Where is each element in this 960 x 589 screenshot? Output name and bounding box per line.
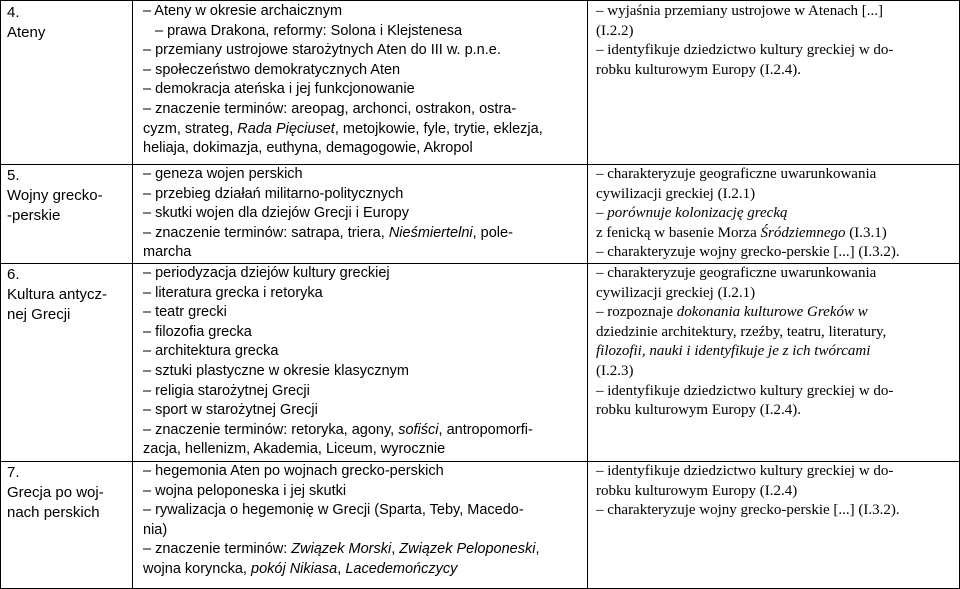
text: – znaczenie terminów: retoryka, agony, [143, 421, 399, 438]
section-number: 6. [7, 266, 20, 283]
section-number: 5. [7, 167, 20, 184]
text: , metojkowie, fyle, trytie, eklezja, [334, 120, 543, 137]
text: , [391, 541, 400, 558]
list-item: – społeczeństwo demokratycznych Aten [143, 61, 401, 78]
section-name: Wojny grecko- [7, 187, 103, 204]
content-block-4 [143, 2, 585, 159]
list-item: – prawa Drakona, reformy: Solona i Klejstenesa [155, 22, 463, 39]
list-item-cont: robku kulturowym Europy (I.2.4). [596, 61, 801, 78]
section-name: Ateny [7, 24, 46, 41]
requirements-block-7 [596, 462, 956, 521]
requirements-block-5 [596, 165, 956, 263]
section-5-title [7, 166, 103, 226]
list-item-cont: dziedzinie architektury, rzeźby, teatru, literatury, [596, 323, 887, 340]
content-block-5 [143, 165, 585, 263]
text: , antropomorfi- [438, 421, 533, 438]
list-item-cont [143, 120, 585, 140]
text: – znaczenie terminów: [143, 541, 292, 558]
list-item-cont: heliaja, dokimazja, euthyna, demagogowie, Akropol [143, 140, 473, 157]
text: – [596, 205, 608, 222]
table-border-left [0, 0, 1, 589]
list-item: – identyfikuje dziedzictwo kultury greckiej w do- [596, 463, 894, 479]
table-border-top [0, 0, 960, 1]
text: (I.3.1) [845, 224, 887, 241]
list-item-cont: cywilizacji greckiej (I.2.1) [596, 284, 756, 301]
list-item: – geneza wojen perskich [143, 166, 303, 182]
list-item: – charakteryzuje wojny grecko-perskie [...] (I.3.2). [596, 502, 900, 519]
list-item-cont: (I.2.2) [596, 22, 634, 39]
term-italic: Lacedemończycy [345, 560, 458, 577]
list-item [143, 224, 585, 244]
table-divider-2 [587, 0, 588, 589]
list-item-cont: marcha [143, 244, 192, 261]
list-item-cont: robku kulturowym Europy (I.2.4). [596, 402, 801, 419]
list-item [143, 540, 585, 560]
section-name: Grecja po woj- [7, 484, 104, 501]
list-item: – znaczenie terminów: areopag, archonci, ostrakon, ostra- [143, 100, 517, 117]
text: cyzm, strateg, [143, 120, 238, 137]
term-italic: Nieśmiertelni [388, 224, 473, 241]
list-item [143, 421, 585, 441]
list-item: – przebieg działań militarno-politycznych [143, 185, 404, 202]
list-item-cont [596, 342, 956, 362]
list-item: – sport w starożytnej Grecji [143, 402, 318, 419]
content-block-6 [143, 264, 585, 460]
list-item: – hegemonia Aten po wojnach grecko-perskich [143, 463, 444, 479]
term-italic: dokonania kulturowe Greków w [676, 304, 868, 321]
list-item-cont: (I.2.3) [596, 362, 634, 379]
text: , [337, 560, 346, 577]
list-item: – filozofia grecka [143, 323, 252, 340]
section-number: 4. [7, 4, 20, 21]
text: – znaczenie terminów: satrapa, triera, [143, 224, 389, 241]
list-item: – wojna peloponeska i jej skutki [143, 482, 347, 499]
list-item-cont: nia) [143, 521, 168, 538]
text: , [535, 541, 540, 558]
list-item: – architektura grecka [143, 343, 279, 360]
list-item: – identyfikuje dziedzictwo kultury greckiej w do- [596, 42, 894, 59]
section-6-title [7, 265, 107, 325]
term-italic: porównuje kolonizację [607, 205, 744, 222]
list-item [596, 204, 956, 224]
list-item: – charakteryzuje geograficzne uwarunkowania [596, 265, 877, 281]
term-italic: grecką [747, 205, 788, 222]
list-item: – identyfikuje dziedzictwo kultury greckiej w do- [596, 382, 894, 399]
term-italic: Śródziemnego [760, 224, 846, 241]
section-name: Kultura antycz- [7, 286, 108, 303]
text: – rozpoznaje [596, 304, 677, 321]
term-italic: Związek Peloponeski [399, 541, 536, 558]
text: z fenicką w basenie Morza [596, 224, 761, 241]
section-4-title [7, 3, 45, 43]
term-italic: sofiści [398, 421, 439, 438]
list-item: – przemiany ustrojowe starożytnych Aten do III w. p.n.e. [143, 42, 501, 59]
content-block-7 [143, 462, 585, 580]
list-item: – literatura grecka i retoryka [143, 284, 323, 301]
section-name-cont: -perskie [7, 207, 61, 224]
section-7-title [7, 463, 104, 523]
list-item: – charakteryzuje wojny grecko-perskie [...] (I.3.2). [596, 244, 900, 261]
section-name-cont: nej Grecji [7, 306, 71, 323]
list-item: – demokracja ateńska i jej funkcjonowanie [143, 81, 415, 98]
list-item: – periodyzacja dziejów kultury greckiej [143, 265, 390, 281]
term-italic: Rada Pięciuset [237, 120, 335, 137]
list-item [596, 303, 956, 323]
list-item: – skutki wojen dla dziejów Grecji i Europy [143, 205, 409, 222]
list-item: – wyjaśnia przemiany ustrojowe w Atenach [...] [596, 3, 883, 19]
requirements-block-4 [596, 2, 956, 80]
text: , pole- [472, 224, 513, 241]
requirements-block-6 [596, 264, 956, 421]
term-italic: pokój Nikiasa [251, 560, 338, 577]
section-name-cont: nach perskich [7, 504, 100, 521]
term-italic: filozofii, nauki i identyfikuje je z ich twórcami [596, 343, 871, 360]
text: wojna koryncka, [143, 560, 251, 577]
list-item: – religia starożytnej Grecji [143, 382, 310, 399]
list-item-cont [596, 224, 956, 244]
list-item: – sztuki plastyczne w okresie klasycznym [143, 362, 409, 379]
list-item: – Ateny w okresie archaicznym [143, 3, 343, 19]
list-item-cont: robku kulturowym Europy (I.2.4) [596, 482, 798, 499]
list-item-cont [143, 560, 585, 580]
list-item: – charakteryzuje geograficzne uwarunkowania [596, 166, 877, 182]
list-item-cont: zacja, hellenizm, Akademia, Liceum, wyrocznie [143, 441, 446, 458]
list-item: – teatr grecki [143, 304, 227, 321]
table-divider-1 [132, 0, 133, 589]
section-number: 7. [7, 464, 20, 481]
term-italic: Związek Morski [291, 541, 392, 558]
list-item-cont: cywilizacji greckiej (I.2.1) [596, 185, 756, 202]
list-item: – rywalizacja o hegemonię w Grecji (Sparta, Teby, Macedo- [143, 502, 524, 519]
